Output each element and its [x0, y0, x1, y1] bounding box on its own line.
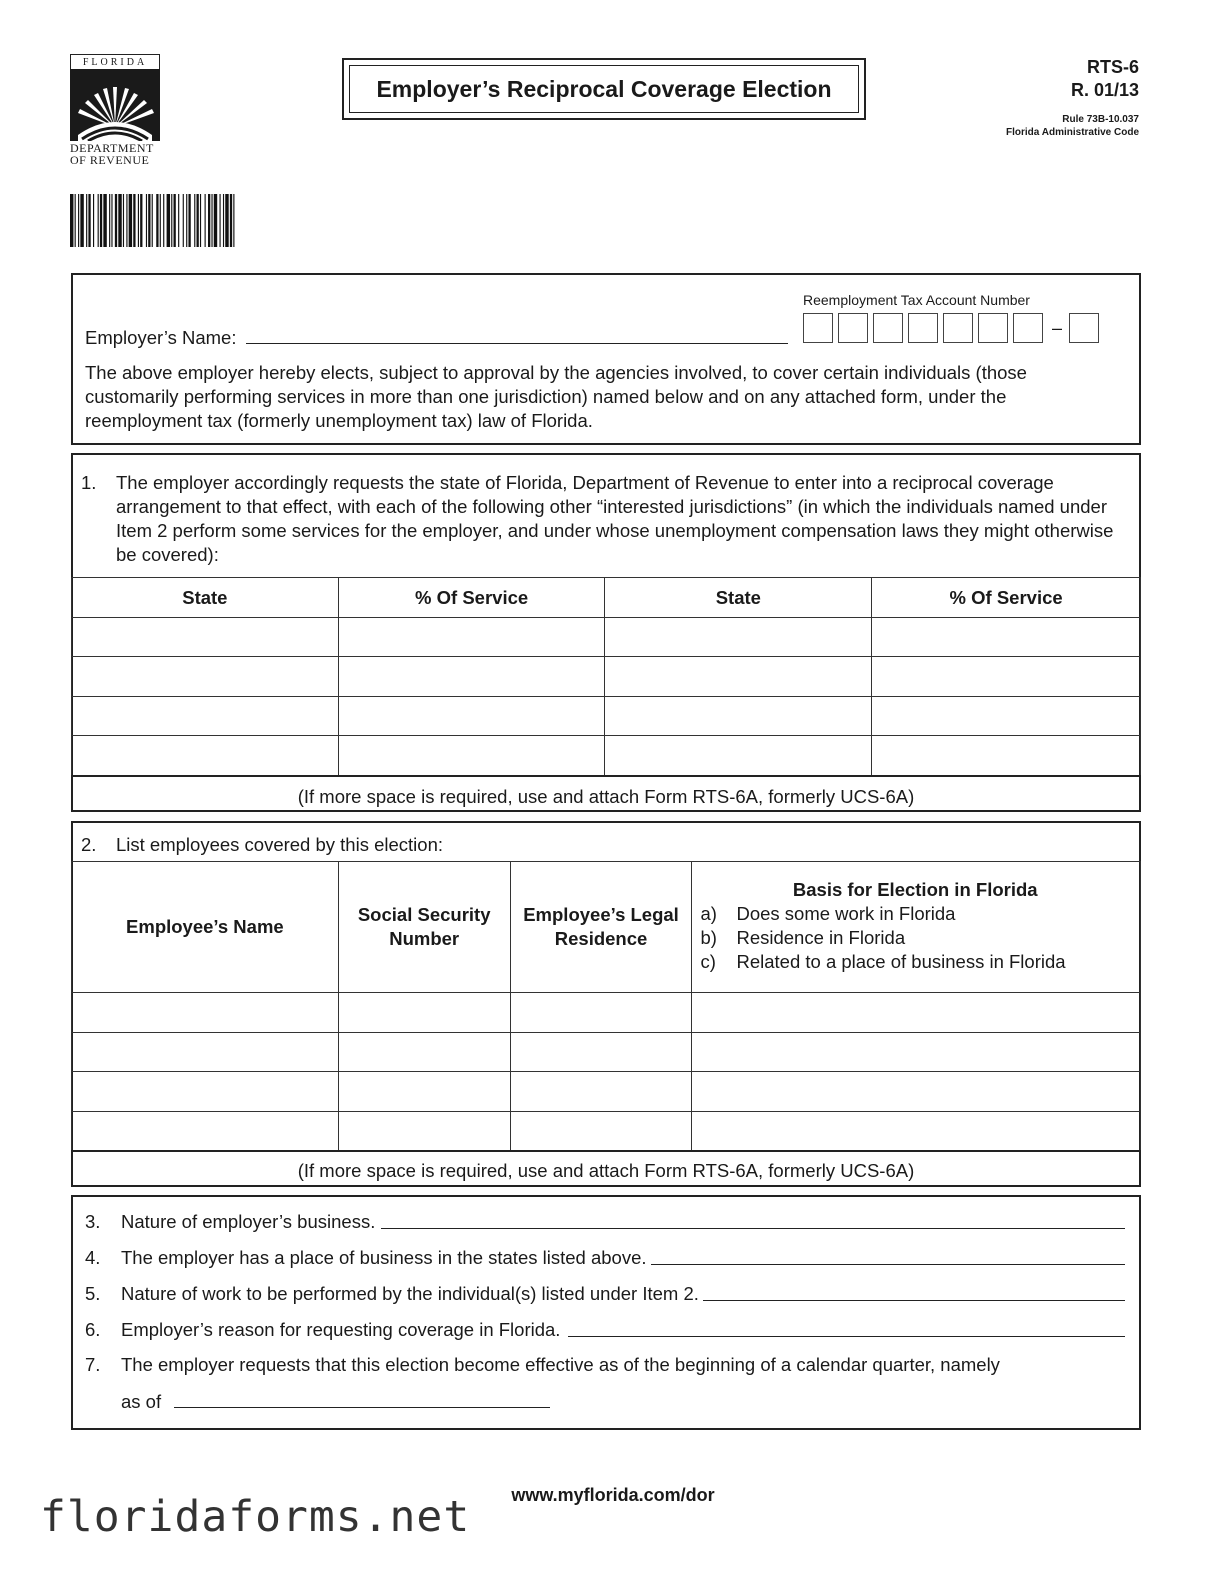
logo-department-text: DEPARTMENT OF REVENUE [70, 141, 154, 167]
item3-text: Nature of employer’s business. [121, 1211, 376, 1232]
percent-cell[interactable] [872, 736, 1141, 776]
account-digit-box[interactable] [873, 313, 903, 343]
basis-option-a: a) Does some work in Florida [700, 903, 956, 924]
header-legal-residence: Employee’s Legal Residence [510, 862, 692, 993]
residence-cell[interactable] [510, 993, 692, 1033]
account-number-field[interactable] [803, 313, 1104, 343]
account-digit-box[interactable] [908, 313, 938, 343]
item7-asof-label: as of [121, 1391, 162, 1412]
election-statement: The above employer hereby elects, subject to approval by the agencies involved, to cover certain individuals (those customarily performing services in more than one jurisdiction) named below and on any attached form, under the reemployment tax (formerly unemployment tax) law of Florida. [85, 362, 1027, 431]
ssn-cell[interactable] [338, 1033, 510, 1072]
employees-table [71, 861, 1141, 1151]
item1-section [71, 453, 1141, 812]
item1-text: The employer accordingly requests the state of Florida, Department of Revenue to enter into a reciprocal coverage arrangement to that effect, with each of the following other “interested jurisdictions” (in which the individuals named under Item 2 perform some services for the employer, and under whose unemployment compensation laws they might otherwise be covered): [116, 472, 1114, 565]
account-number-label: Reemployment Tax Account Number [803, 292, 1030, 308]
percent-cell[interactable] [338, 697, 605, 736]
item6-input[interactable] [568, 1318, 1125, 1337]
header-percent-service: % Of Service [872, 578, 1141, 618]
item5-row [121, 1282, 1125, 1306]
effective-date-input[interactable] [174, 1389, 550, 1408]
account-digit-box[interactable] [978, 313, 1008, 343]
header-basis [692, 862, 1141, 993]
residence-cell[interactable] [510, 1112, 692, 1151]
form-title-box [342, 58, 866, 120]
basis-cell[interactable] [692, 993, 1141, 1033]
residence-cell[interactable] [510, 1033, 692, 1072]
item5-input[interactable] [703, 1282, 1125, 1301]
item5-number: 5. [85, 1283, 101, 1304]
barcode-icon [70, 194, 356, 247]
employee-name-cell[interactable] [72, 1033, 339, 1072]
employer-info-section [71, 273, 1141, 445]
item7-text: The employer requests that this election become effective as of the beginning of a calendar quarter, namely [121, 1354, 1000, 1375]
account-digit-box[interactable] [1013, 313, 1043, 343]
employee-name-cell[interactable] [72, 1112, 339, 1151]
item1-number: 1. [81, 472, 97, 493]
header-state: State [72, 578, 339, 618]
percent-cell[interactable] [338, 657, 605, 697]
basis-cell[interactable] [692, 1033, 1141, 1072]
item3-row [121, 1210, 1125, 1234]
header-employee-name: Employee’s Name [72, 862, 339, 993]
employee-name-cell[interactable] [72, 993, 339, 1033]
rule-reference: Rule 73B-10.037 Florida Administrative Code [1006, 114, 1139, 138]
account-digit-box[interactable] [838, 313, 868, 343]
form-revision: R. 01/13 [1070, 80, 1139, 100]
item4-text: The employer has a place of business in the states listed above. [121, 1247, 647, 1268]
florida-dor-logo [70, 54, 160, 169]
account-digit-box[interactable] [943, 313, 973, 343]
item6-number: 6. [85, 1319, 101, 1340]
residence-cell[interactable] [510, 1072, 692, 1112]
form-number: RTS-6 [1086, 57, 1139, 77]
percent-cell[interactable] [338, 736, 605, 776]
basis-option-b: b) Residence in Florida [700, 927, 906, 948]
percent-cell[interactable] [872, 618, 1141, 657]
ssn-cell[interactable] [338, 1112, 510, 1151]
basis-cell[interactable] [692, 1112, 1141, 1151]
item2-footnote: (If more space is required, use and attach Form RTS-6A, formerly UCS-6A) [297, 1160, 915, 1181]
percent-cell[interactable] [872, 657, 1141, 697]
percent-cell[interactable] [338, 618, 605, 657]
employer-name-label: Employer’s Name: [85, 327, 237, 348]
item4-number: 4. [85, 1247, 101, 1268]
ssn-cell[interactable] [338, 993, 510, 1033]
header-percent-service: % Of Service [338, 578, 605, 618]
employee-name-cell[interactable] [72, 1072, 339, 1112]
state-cell[interactable] [72, 697, 339, 736]
state-cell[interactable] [72, 618, 339, 657]
item4-row [121, 1246, 1125, 1270]
account-check-digit-box[interactable] [1069, 313, 1099, 343]
employer-name-input[interactable] [246, 325, 788, 344]
basis-title: Basis for Election in Florida [792, 879, 1038, 900]
sun-logo-icon [70, 69, 160, 141]
state-cell[interactable] [605, 657, 872, 697]
item3-input[interactable] [381, 1210, 1125, 1229]
basis-cell[interactable] [692, 1072, 1141, 1112]
website-url[interactable]: www.myflorida.com/dor [511, 1485, 715, 1505]
account-digit-box[interactable] [803, 313, 833, 343]
item2-text: List employees covered by this election: [116, 834, 444, 855]
state-cell[interactable] [605, 697, 872, 736]
state-cell[interactable] [605, 736, 872, 776]
item3-number: 3. [85, 1211, 101, 1232]
logo-header: FLORIDA [70, 54, 160, 70]
item7-asof-row [121, 1389, 550, 1414]
percent-cell[interactable] [872, 697, 1141, 736]
form-code-block [1071, 56, 1139, 102]
watermark-text: floridaforms.net [40, 1492, 471, 1542]
item4-input[interactable] [651, 1246, 1126, 1265]
item2-number: 2. [81, 834, 97, 855]
item7-number: 7. [85, 1354, 101, 1375]
basis-option-c: c) Related to a place of business in Florida [700, 951, 1066, 972]
state-cell[interactable] [72, 657, 339, 697]
item2-section [71, 821, 1141, 1187]
form-title: Employer’s Reciprocal Coverage Election [376, 75, 832, 102]
item5-text: Nature of work to be performed by the individual(s) listed under Item 2. [121, 1283, 699, 1304]
account-dash: – [1051, 317, 1062, 338]
item1-footnote: (If more space is required, use and attach Form RTS-6A, formerly UCS-6A) [297, 786, 915, 807]
item6-text: Employer’s reason for requesting coverage in Florida. [121, 1319, 561, 1340]
item6-row [121, 1318, 1125, 1342]
state-cell[interactable] [72, 736, 339, 776]
header-ssn: Social Security Number [338, 862, 510, 993]
state-cell[interactable] [605, 618, 872, 657]
jurisdictions-table [71, 577, 1141, 776]
header-state: State [605, 578, 872, 618]
employer-name-row [85, 325, 788, 350]
ssn-cell[interactable] [338, 1072, 510, 1112]
items-3-7-section [71, 1195, 1141, 1430]
